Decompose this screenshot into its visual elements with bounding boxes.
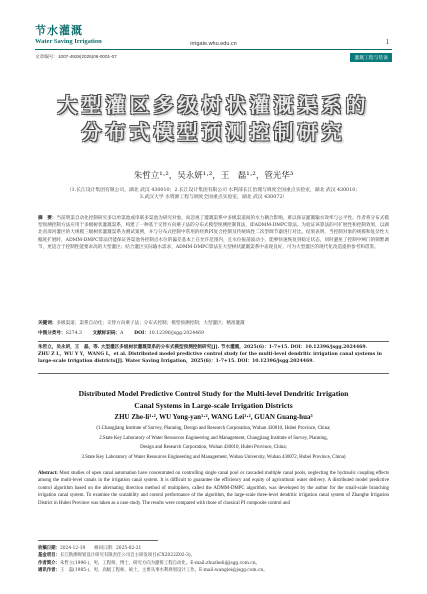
english-title-line-1: Distributed Model Predictive Control Study for the Multi-level Dendritic Irrigation <box>78 389 349 398</box>
footnote-text: 长江勘测规划设计研究有限责任公司自主研发项目(CX2022Z02-3)。 <box>59 553 195 559</box>
doc-code-label: 文献标识码： <box>92 331 121 336</box>
english-affiliation-line: (1.Changjiang Institute of Survey, Planning, Design and Research Corporation, Wuhan 430010, Hubei Province, China; <box>96 426 331 431</box>
doi-value[interactable]: 10.12396/jsgg.2024469 <box>148 331 204 336</box>
classification-cn <box>38 330 389 337</box>
english-affiliation-line: 3.State Key Laboratory of Water Resources Engineering and Management, Wuhan University, Wuhan 430072, Hubei Province, China) <box>81 454 346 460</box>
english-affiliation-line: 2.State Key Laboratory of Water Resources Engineering and Management, Changjiang Institute of Survey, Planning, <box>99 435 328 441</box>
english-affiliations <box>48 424 379 462</box>
citation-cn: 朱哲立，吴永妍，王 磊，等. 大型灌区多级树状灌溉渠系的分布式模型预测控制研究[J]. 节水灌溉，2025(6)：1-7+15. DOI：10.12396/jsgg.2024469. <box>38 345 368 350</box>
citation-en: ZHU Z L，WU Y Y，WANG L，et al. Distributed model predictive control study for the multi-level dendritic irrigation canal systems in large-scale irrigation districts[J]. Water Saving Irrigation，2025(6)：1-7+15. DOI：10.12396/jsgg.2024469. <box>38 352 382 364</box>
page-number: 1 <box>385 38 389 46</box>
keywords-text: 多级渠道；渠系自动化；交替方向乘子法；分布式控制；模型预测控制；大型灌区；精准灌溉 <box>56 321 245 326</box>
authors-cn: 朱哲立¹·²，吴永妍¹·²，王 磊¹·²，管光华³ <box>133 171 294 181</box>
doc-code-value: A <box>120 331 124 336</box>
footnote-text: 2024-12-19 修回日期：2025-02-21 <box>59 546 142 551</box>
footnote-author-bio <box>38 560 389 567</box>
footnote-text: 王 磊(1985-)，男，高级工程师，硕士，主要从事水利规划设计工作。E-mail:wanglei@jsgg.com.cn。 <box>59 568 268 574</box>
footnote-corresponding-author <box>38 567 389 574</box>
journal-name-en: Water Saving Irrigation <box>35 38 102 45</box>
english-authors: ZHU Zhe-li¹·², WU Yong-yan¹·², WANG Lei¹·², GUAN Guang-hua³ <box>114 413 313 421</box>
english-affiliation-line: Design and Research Corporation, Wuhan 430010, Hubei Province, China; <box>140 445 287 450</box>
footnote-label: 通讯作者： <box>38 568 60 574</box>
footnote-text: 朱哲立(1996-)，男，工程师，博士，研究方向为灌排工程自动化。E-mail:zhuzheli@jsgg.com.cn。 <box>59 560 260 566</box>
abstract-cn <box>38 215 389 251</box>
abstract-text: 当前明渠自动化控制研究多以单渠池或串联多渠池为研究对象，而忽视了灌溉渠系中多级渠道间的水力耦合影响，难以保证灌溉输水效率与公平性。作者将分布式模型预测控制方法应用于多级树状灌溉渠系，构建了一种基于交替方向乘子法的分布式模型预测控制算法，即ADMM-DMPC算法。为验证该算法的可扩展性和控制效果，以湖北省漳河灌区的大规模三级树状灌溉渠系为测试案例，并与分布式控制中常用的经典PI复合控制及传统线性二次型调节器进行对比。结果表明，当控制对象的规模和复杂性大幅度扩展时，ADMM-DMPC算法仍能保证各渠池各控制点水位的偏差基本上在允许范围内，且水位振荡波动小，能够快速恢复到稳定状态，同时避免了控制中闸门的频繁调节，更适合于控制性能要求高的大型灌区；结合灌区实际输水需求，ADMM-DMPC算法在大型树状灌溉渠系中表现良好，可为大型灌区的现代化改造提供参考和借鉴。 <box>38 216 389 250</box>
doi-label: DOI： <box>134 331 149 336</box>
footnote-rule <box>38 540 158 541</box>
abstract-label: 摘 要： <box>38 216 57 221</box>
journal-url[interactable]: irrigate.whu.edu.cn <box>190 41 237 47</box>
header-divider <box>35 49 392 50</box>
affiliation-line: 3.武汉大学 水资源工程与调度全国重点实验室，湖北 武汉 430072） <box>139 195 288 200</box>
clc-label: 中图分类号： <box>38 331 66 336</box>
footnote-label: 作者简介： <box>38 560 60 566</box>
footnote-label: 基金项目： <box>38 553 60 559</box>
footnote-received <box>38 545 389 552</box>
journal-name-cn: 节水灌溉 <box>35 24 83 37</box>
citation-block <box>38 344 389 365</box>
citation-top-rule <box>38 341 389 342</box>
english-abstract-label: Abstract: <box>38 471 58 476</box>
english-title-line-2: Canal Systems in Large-scale Irrigation Districts <box>134 401 293 410</box>
english-abstract <box>38 470 389 507</box>
footnote-funding <box>38 552 389 559</box>
affiliation-line: （1.长江设计集团有限公司，湖北 武汉 430010；2.长江设计集团有限公司 水利部长江治理与调度全国重点实验室，湖北 武汉 430010； <box>66 188 361 193</box>
citation-bottom-rule <box>38 373 389 374</box>
keywords-label: 关键词： <box>38 321 57 326</box>
paper-title-line-1: 大型灌区多级树状灌溉渠系的 <box>57 93 370 117</box>
footnote-label: 收稿日期： <box>38 546 60 551</box>
keywords-cn <box>38 320 389 327</box>
english-abstract-text: Most studies of open canal automation have concentrated on controlling single canal pool or cascaded multiple canal pools, neglecting the hydraulic coupling effects among the multi-level canals in the irrigation canal system. It is difficult to guarantee the efficiency and equity of agricultural water delivery. A distributed model predictive control algorithm based on the alternating direction method of multipliers, called the ADMM-DMPC algorithm, was developed by the author for the small-scale branching irrigation canal system. To examine the scalability and control performance of the algorithm, the large-scale three-level dendritic irrigation canal system of Zhanghe Irrigation District in Hubei Province was taken as a case study. The results were compared with those of classical PI composite control and <box>38 471 389 506</box>
footnotes <box>38 545 389 575</box>
clc-value: S274.3 <box>65 331 82 336</box>
paper-title-line-2: 分布式模型预测控制研究 <box>81 120 346 144</box>
affiliations-cn <box>38 187 389 201</box>
article-meta: 文章编号：1007-4929(2025)06-0001-07 <box>35 54 117 59</box>
section-badge: 灌溉工程与装备 <box>350 53 392 62</box>
